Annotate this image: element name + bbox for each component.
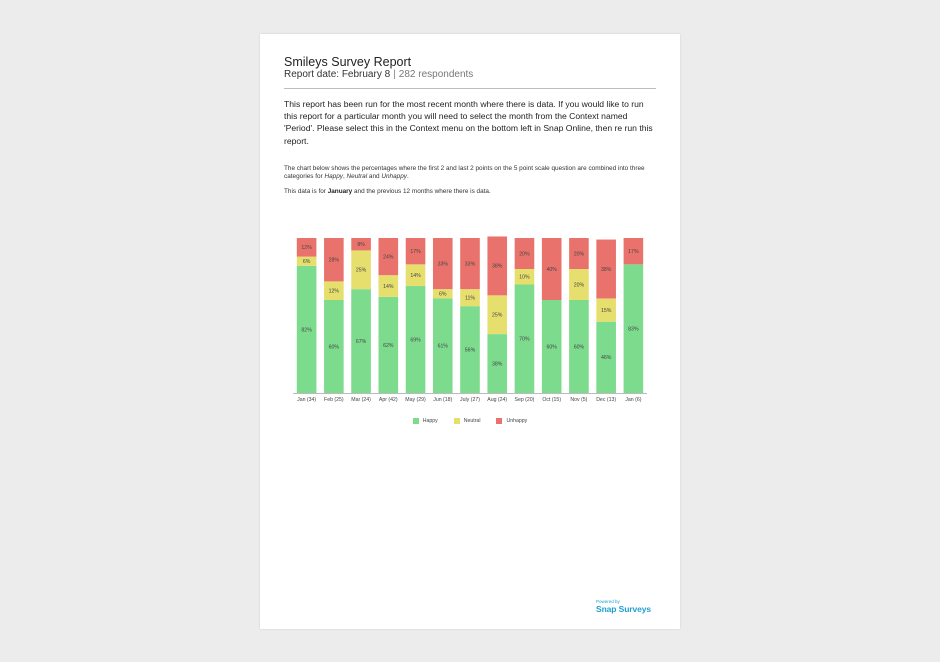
data-label-unhappy-5: 33%: [437, 261, 448, 268]
category-neutral-text: Neutral: [346, 173, 368, 181]
chart-legend: [260, 418, 680, 424]
data-label-happy-12: 83%: [628, 326, 639, 333]
data-label-unhappy-11: 38%: [600, 266, 612, 273]
data-label-unhappy-12: 17%: [628, 248, 639, 255]
data-label-neutral-6: 11%: [465, 295, 475, 302]
x-tick-label-2: Mar (24): [351, 397, 371, 403]
report-page: [260, 34, 680, 629]
data-label-neutral-10: 20%: [573, 282, 585, 289]
data-label-unhappy-9: 40%: [546, 266, 557, 273]
intro-paragraph: This report has been run for the most recent month where there is data. If you would like to run this report for a particular month you will need to select the month from the Context named 'Period'. Please select this in the Context menu on the bottom left in Snap Online, then re run this report.: [284, 99, 653, 146]
data-label-unhappy-6: 33%: [464, 261, 476, 268]
data-label-unhappy-0: 12%: [301, 245, 312, 252]
data-label-happy-2: 67%: [355, 338, 367, 345]
chart-description-comma: ,: [342, 173, 347, 181]
data-label-unhappy-4: 17%: [410, 248, 421, 255]
x-tick-label-0: Jan (34): [297, 397, 317, 403]
data-label-neutral-0: 6%: [302, 259, 311, 266]
legend-item-neutral: [454, 418, 481, 424]
stacked-bar-chart: [260, 34, 680, 414]
legend-swatch-unhappy: [496, 418, 502, 424]
legend-swatch-happy: [413, 418, 419, 424]
data-label-happy-9: 60%: [546, 344, 557, 351]
x-tick-label-9: Oct (15): [542, 397, 562, 403]
data-label-neutral-7: 25%: [492, 312, 503, 319]
x-tick-label-12: Jan (6): [625, 397, 642, 403]
data-label-unhappy-10: 20%: [573, 251, 585, 258]
x-tick-label-11: Dec (13): [596, 397, 617, 403]
report-title: Smileys Survey Report: [284, 55, 412, 69]
data-label-happy-7: 38%: [492, 361, 503, 368]
powered-by-text: Powered by: [596, 599, 620, 604]
data-label-unhappy-1: 28%: [328, 257, 340, 264]
data-label-neutral-11: 15%: [600, 307, 612, 314]
legend-label-happy: Happy: [422, 418, 438, 424]
brand-name: Snap Surveys: [596, 604, 652, 614]
data-label-happy-1: 60%: [328, 344, 340, 351]
data-label-unhappy-8: 20%: [519, 251, 530, 258]
data-label-happy-10: 60%: [573, 344, 585, 351]
chart-description-and: and: [367, 173, 382, 181]
x-tick-label-5: Jun (18): [433, 397, 453, 403]
x-tick-label-8: Sep (20): [514, 397, 535, 403]
data-label-unhappy-2: 8%: [357, 242, 365, 248]
data-label-happy-3: 62%: [383, 342, 394, 349]
snap-surveys-logo: [596, 599, 651, 614]
legend-item-happy: [413, 418, 438, 424]
legend-label-unhappy: Unhappy: [506, 418, 528, 424]
data-period-end: and the previous 12 months where there is data.: [352, 188, 491, 195]
data-label-unhappy-3: 24%: [383, 254, 394, 261]
category-unhappy-text: Unhappy: [381, 173, 407, 181]
legend-item-unhappy: [496, 418, 527, 424]
data-label-neutral-1: 12%: [328, 288, 340, 295]
data-period-month: January: [327, 188, 353, 195]
x-tick-label-10: Nov (5): [570, 397, 588, 403]
x-tick-label-1: Feb (25): [324, 397, 344, 403]
x-tick-label-3: Apr (42): [378, 397, 398, 403]
x-tick-label-4: May (29): [405, 397, 426, 403]
data-label-happy-0: 82%: [301, 327, 312, 334]
subtitle-separator: |: [393, 69, 396, 80]
report-date: Report date: February 8: [284, 69, 391, 80]
x-tick-label-7: Aug (24): [487, 397, 508, 403]
respondent-count: 282 respondents: [398, 69, 474, 80]
data-label-neutral-4: 14%: [410, 273, 421, 279]
chart-description-end: .: [406, 173, 409, 181]
category-happy-text: Happy: [324, 173, 343, 181]
data-label-happy-6: 56%: [464, 347, 476, 354]
x-tick-label-6: July (27): [460, 397, 480, 403]
data-label-happy-4: 69%: [410, 337, 421, 344]
data-label-happy-11: 46%: [600, 355, 612, 362]
legend-swatch-neutral: [454, 418, 460, 424]
data-label-neutral-2: 25%: [355, 267, 367, 274]
data-label-neutral-3: 14%: [383, 283, 394, 290]
chart-description-text: The chart below shows the percentages where the first 2 and last 2 points on the 5 point scale question are combined into three categories for: [284, 165, 645, 181]
data-label-neutral-8: 10%: [519, 274, 530, 281]
data-period-text: This data is for: [284, 188, 328, 195]
legend-label-neutral: Neutral: [463, 418, 481, 424]
data-label-neutral-5: 6%: [439, 291, 447, 298]
data-label-happy-8: 70%: [519, 336, 530, 343]
data-label-happy-5: 61%: [437, 343, 448, 350]
data-label-unhappy-7: 38%: [492, 263, 503, 270]
